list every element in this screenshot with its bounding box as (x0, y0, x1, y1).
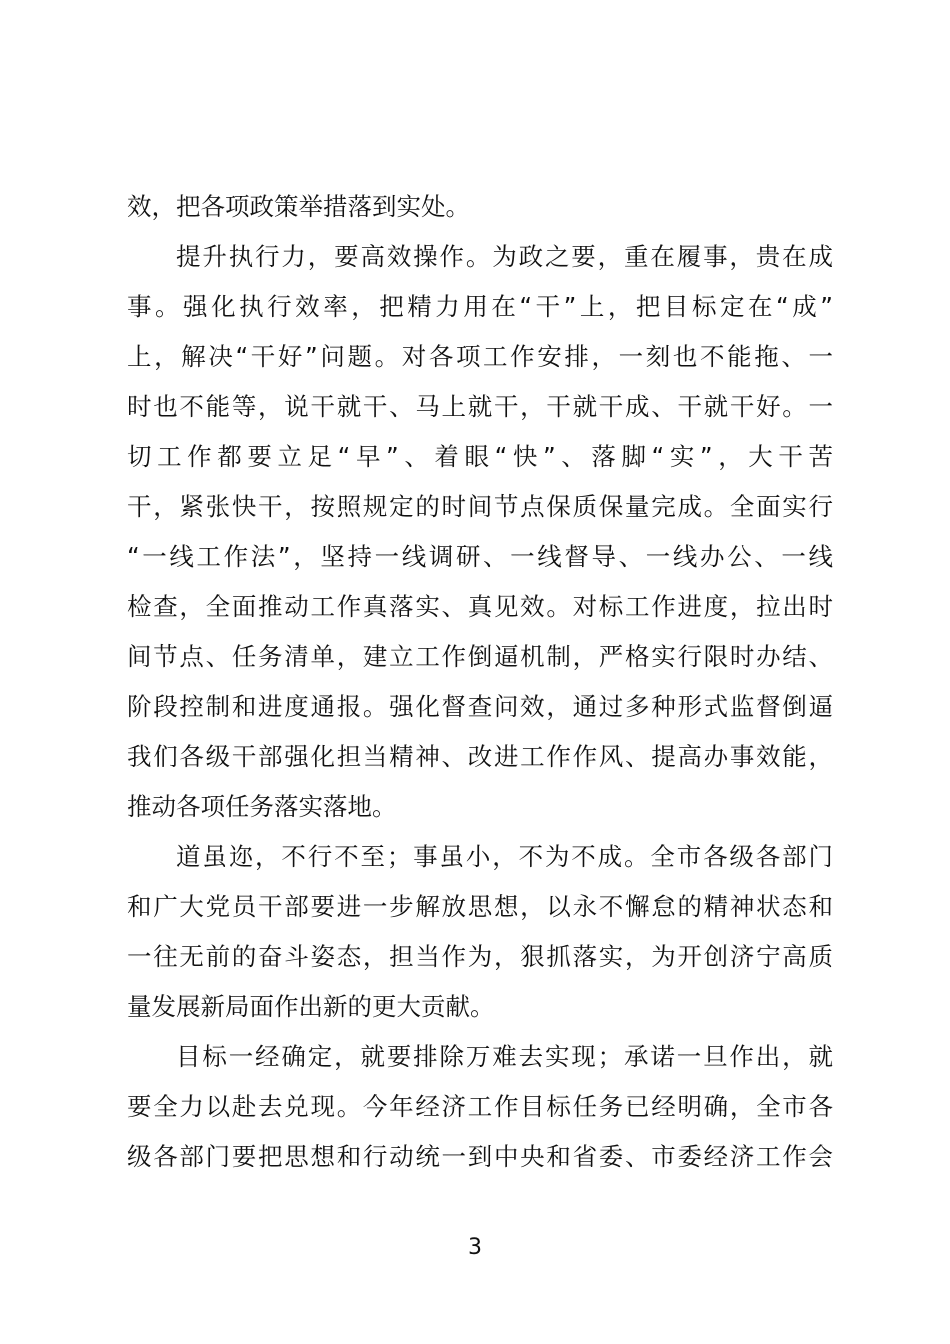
text-line: 一往无前的奋斗姿态，担当作为，狠抓落实，为开创济宁高质 (127, 942, 833, 971)
text-line: 级各部门要把思想和行动统一到中央和省委、市委经济工作会 (127, 1142, 833, 1171)
text-line: 事。强化执行效率，把精力用在“干”上，把目标定在“成” (127, 292, 833, 321)
text-line: 量发展新局面作出新的更大贡献。 (127, 992, 495, 1021)
body-text (127, 182, 833, 1182)
paragraph-start-line: 提升执行力，要高效操作。为政之要，重在履事，贵在成 (176, 242, 833, 271)
text-line: 效，把各项政策举措落到实处。 (127, 192, 470, 221)
text-line: 和广大党员干部要进一步解放思想，以永不懈怠的精神状态和 (127, 892, 833, 921)
text-line: 切工作都要立足“早”、着眼“快”、落脚“实”，大干苦 (127, 442, 833, 471)
text-line: 干，紧张快干，按照规定的时间节点保质保量完成。全面实行 (127, 492, 833, 521)
text-line: 检查，全面推动工作真落实、真见效。对标工作进度，拉出时 (127, 592, 833, 621)
text-line: 上，解决“干好”问题。对各项工作安排，一刻也不能拖、一 (127, 342, 833, 371)
paragraph-start-line: 目标一经确定，就要排除万难去实现；承诺一旦作出，就 (176, 1042, 833, 1071)
text-line: 要全力以赴去兑现。今年经济工作目标任务已经明确，全市各 (127, 1092, 833, 1121)
text-line: “一线工作法”，坚持一线调研、一线督导、一线办公、一线 (127, 542, 833, 571)
page-number: 3 (468, 1235, 482, 1260)
text-line: 我们各级干部强化担当精神、改进工作作风、提高办事效能， (127, 742, 833, 771)
text-line: 时也不能等，说干就干、马上就干，干就干成、干就干好。一 (127, 392, 833, 421)
text-line: 推动各项任务落实落地。 (127, 792, 397, 821)
text-line: 阶段控制和进度通报。强化督查问效，通过多种形式监督倒逼 (127, 692, 833, 721)
text-line: 间节点、任务清单，建立工作倒逼机制，严格实行限时办结、 (127, 642, 833, 671)
paragraph-start-line: 道虽迩，不行不至；事虽小，不为不成。全市各级各部门 (176, 842, 833, 871)
